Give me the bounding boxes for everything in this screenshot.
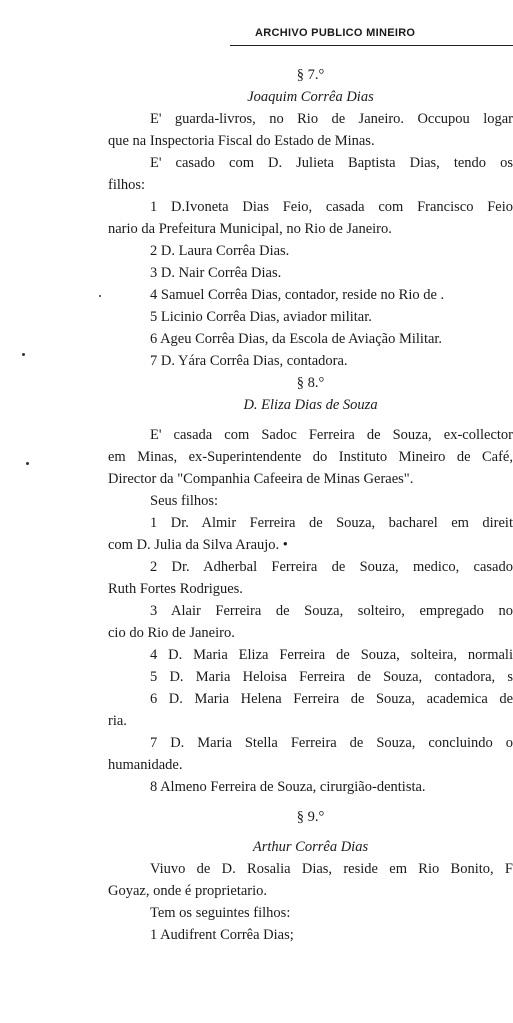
- paragraph-line: em Minas, ex-Superintendente do Instituto Mineiro de Café,: [108, 449, 513, 465]
- scan-speck: [26, 462, 29, 465]
- section-number: § 9.°: [296, 809, 325, 825]
- section-title: Arthur Corrêa Dias: [252, 839, 369, 855]
- paragraph-line: nario da Prefeitura Municipal, no Rio de Janeiro.: [108, 221, 392, 237]
- header-rule: [230, 45, 513, 46]
- paragraph-line: filhos:: [108, 177, 146, 193]
- paragraph-line: cio do Rio de Janeiro.: [108, 625, 235, 641]
- list-item: 1 D.Ivoneta Dias Feio, casada com Francisco Feio: [150, 199, 513, 215]
- section-title: Joaquim Corrêa Dias: [247, 89, 374, 105]
- list-item: 2 D. Laura Corrêa Dias.: [150, 243, 290, 259]
- paragraph-line: Viuvo de D. Rosalia Dias, reside em Rio Bonito, F: [150, 861, 513, 877]
- list-item: 7 D. Yára Corrêa Dias, contadora.: [150, 353, 348, 369]
- paragraph-line: E' guarda-livros, no Rio de Janeiro. Occupou logar: [150, 111, 513, 127]
- paragraph-line: Director da "Companhia Cafeeira de Minas Geraes".: [108, 471, 414, 487]
- list-item: 5 D. Maria Heloisa Ferreira de Souza, contadora, s: [150, 669, 513, 685]
- document-body: [108, 64, 513, 946]
- paragraph-line: Seus filhos:: [150, 493, 219, 509]
- section-title: D. Eliza Dias de Souza: [243, 397, 378, 413]
- paragraph-line: Ruth Fortes Rodrigues.: [108, 581, 243, 597]
- section-number: § 8.°: [296, 375, 325, 391]
- list-item: 6 Ageu Corrêa Dias, da Escola de Aviação Militar.: [150, 331, 443, 347]
- list-item: 2 Dr. Adherbal Ferreira de Souza, medico, casado: [150, 559, 513, 575]
- paragraph-line: Tem os seguintes filhos:: [150, 905, 291, 921]
- scan-speck: [99, 295, 101, 297]
- list-item: 3 D. Nair Corrêa Dias.: [150, 265, 282, 281]
- paragraph-line: ria.: [108, 713, 127, 729]
- list-item: 4 D. Maria Eliza Ferreira de Souza, solteira, normali: [150, 647, 513, 663]
- list-item: 3 Alair Ferreira de Souza, solteiro, empregado no: [150, 603, 513, 619]
- paragraph-line: E' casada com Sadoc Ferreira de Souza, ex-collector: [150, 427, 513, 443]
- list-item: 4 Samuel Corrêa Dias, contador, reside no Rio de .: [150, 287, 445, 303]
- paragraph-line: Goyaz, onde é proprietario.: [108, 883, 268, 899]
- list-item: 7 D. Maria Stella Ferreira de Souza, concluindo o: [150, 735, 513, 751]
- running-header: ARCHIVO PUBLICO MINEIRO: [255, 27, 416, 39]
- list-item: 1 Audifrent Corrêa Dias;: [150, 927, 294, 943]
- paragraph-line: E' casado com D. Julieta Baptista Dias, tendo os: [150, 155, 513, 171]
- scan-speck: [22, 353, 25, 356]
- list-item: 6 D. Maria Helena Ferreira de Souza, academica de: [150, 691, 513, 707]
- list-item: 5 Licinio Corrêa Dias, aviador militar.: [150, 309, 372, 325]
- list-item: 1 Dr. Almir Ferreira de Souza, bacharel em direit: [150, 515, 513, 531]
- paragraph-line: com D. Julia da Silva Araujo. •: [108, 537, 288, 553]
- list-item: 8 Almeno Ferreira de Souza, cirurgião-dentista.: [150, 779, 426, 795]
- section-number: § 7.°: [296, 67, 325, 83]
- paragraph-line: que na Inspectoria Fiscal do Estado de Minas.: [108, 133, 375, 149]
- paragraph-line: humanidade.: [108, 757, 183, 773]
